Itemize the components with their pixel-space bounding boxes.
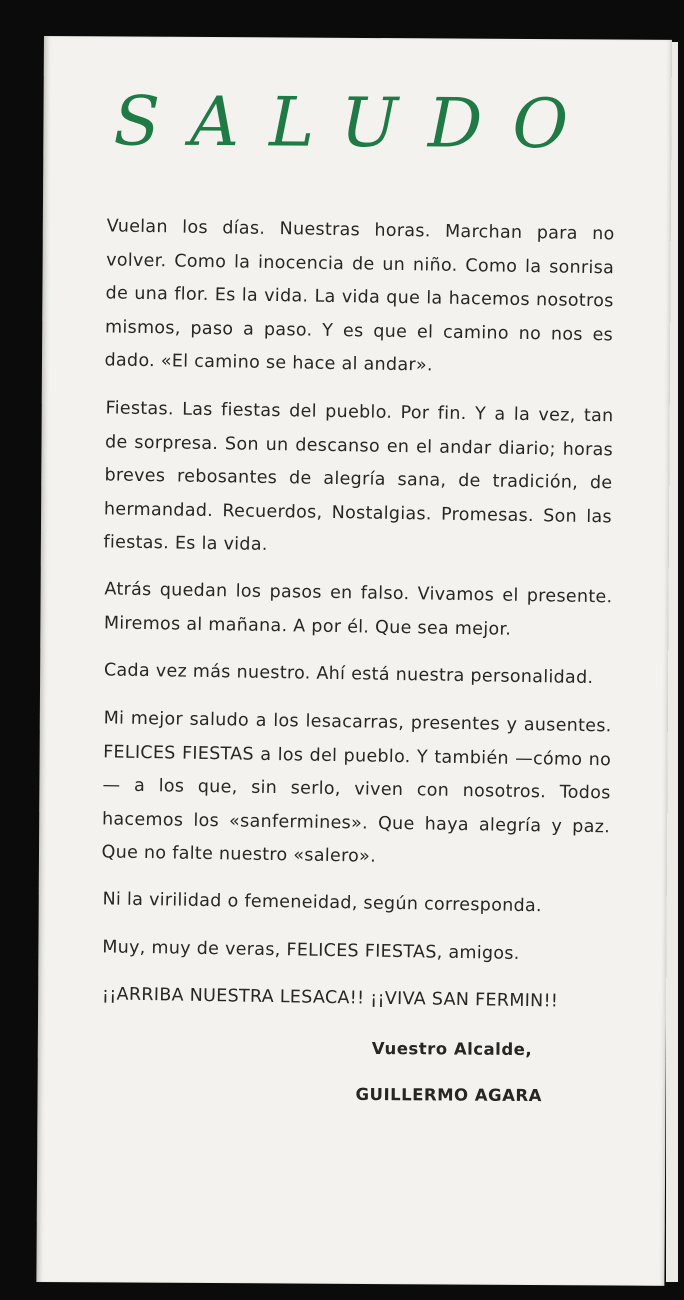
- signature-name: GUILLERMO AGARA: [355, 1084, 542, 1106]
- paragraph-5: Mi mejor saludo a los lesacarras, presentes y ausentes. FELICES FIESTAS a los del pueblo. Y también —cómo no— a los que, sin serlo, viven con nosotros. Todos hacemos los «sanfermines». Que haya alegría y paz. Que no falte nuestro «salero».: [101, 707, 612, 867]
- paragraph-6: Ni la virilidad o femeneidad, según corresponda.: [102, 889, 543, 917]
- signature-closing: Vuestro Alcalde,: [371, 1039, 533, 1060]
- document-page: [36, 36, 672, 1286]
- paragraph-2: Fiestas. Las fiestas del pueblo. Por fin. Y a la vez, tan de sorpresa. Son un descanso en el andar diario; horas breves rebosantes de alegría sana, de tradición, de hermandad. Recuerdos, Nostalgias. Promesas. Son las fiestas. Es la vida.: [103, 397, 614, 555]
- paragraph-4: Cada vez más nuestro. Ahí está nuestra personalidad.: [103, 660, 594, 689]
- paragraph-7: Muy, muy de veras, FELICES FIESTAS, amigos.: [102, 936, 520, 964]
- signature-block: [355, 1026, 542, 1119]
- paragraph-3: Atrás quedan los pasos en falso. Vivamos el presente. Miremos al mañana. A por él. Que sea mejor.: [103, 579, 613, 640]
- paragraph-8: ¡¡ARRIBA NUESTRA LESACA!! ¡¡VIVA SAN FERMIN!!: [101, 984, 559, 1012]
- body-text: [102, 210, 615, 1029]
- page-title: SALUDO: [113, 82, 599, 165]
- paragraph-1: Vuelan los días. Nuestras horas. Marchan para no volver. Como la inocencia de un niño. Como la sonrisa de una flor. Es la vida. La vida que la hacemos nosotros mismos, paso a paso. Y es que el camino no nos es dado. «El camino se hace al andar».: [104, 216, 615, 376]
